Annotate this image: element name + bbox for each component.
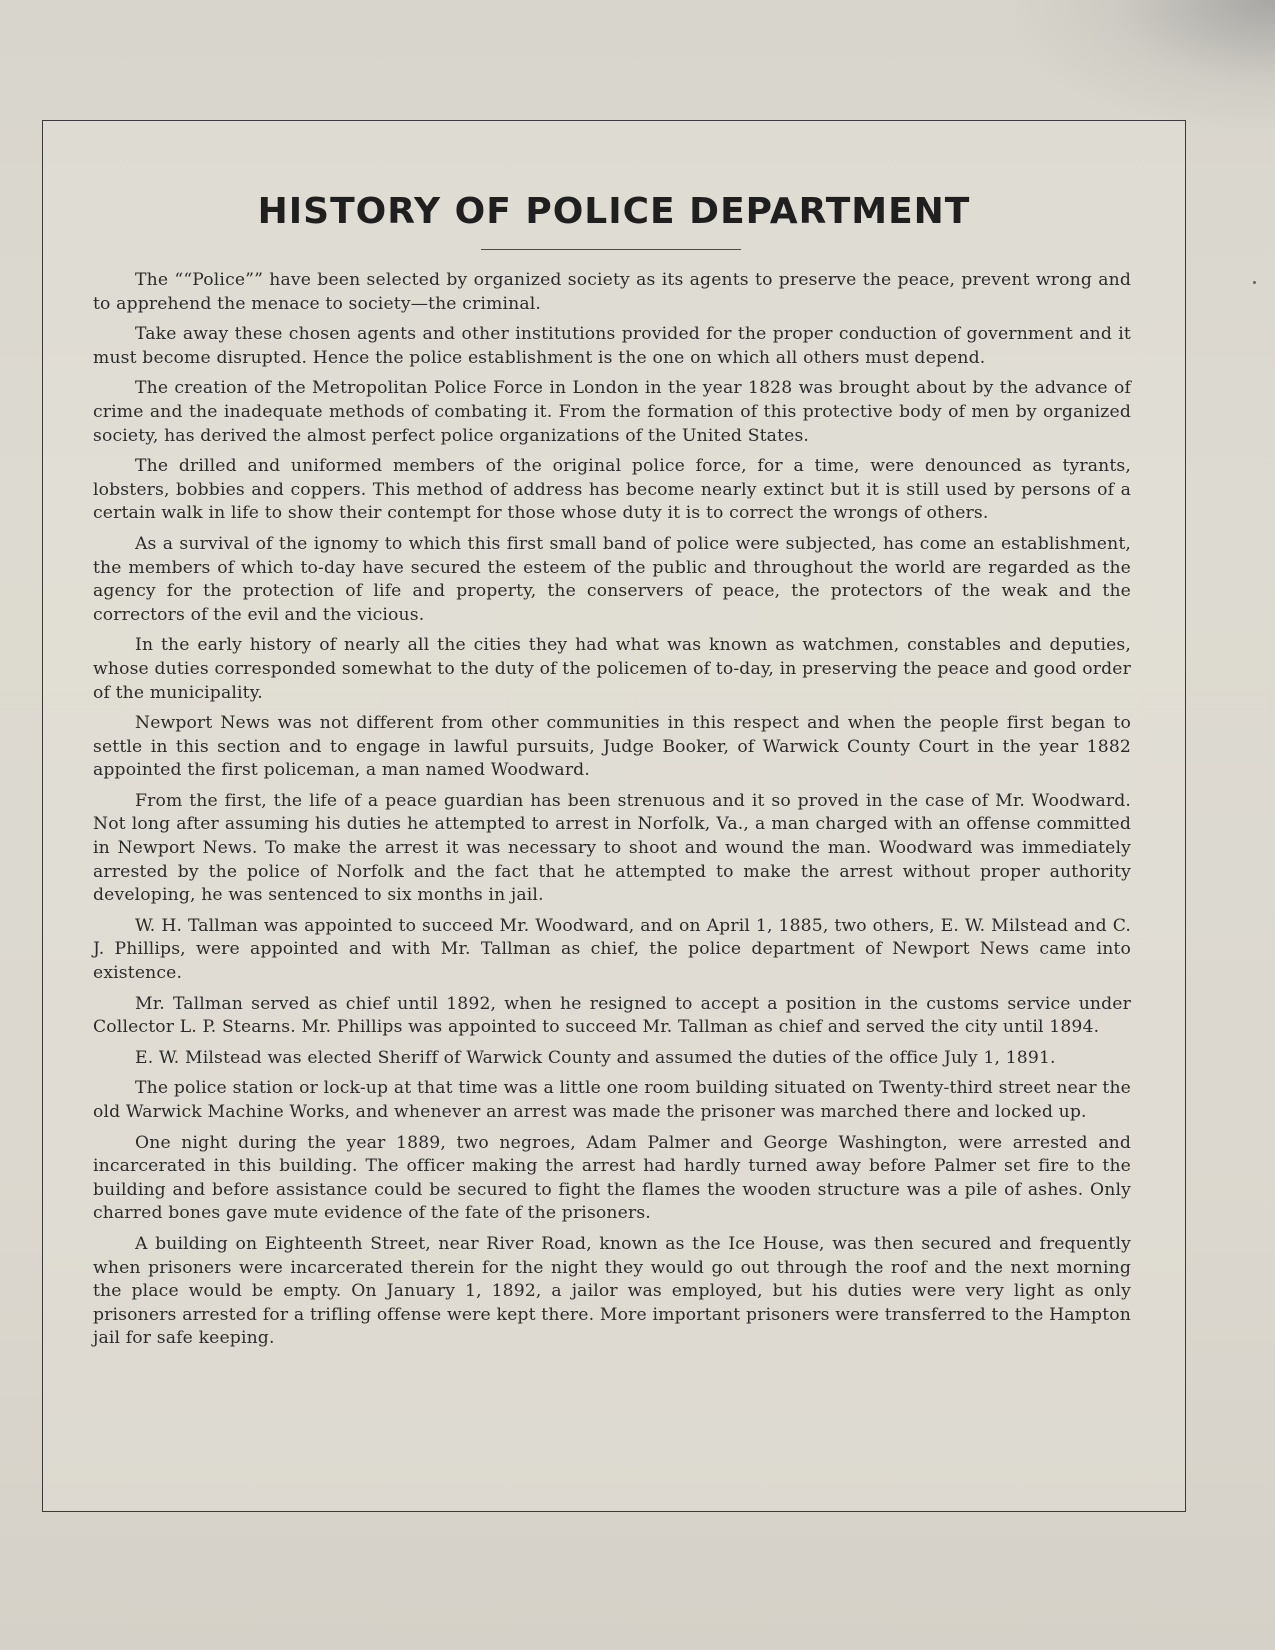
paragraph: One night during the year 1889, two negroes, Adam Palmer and George Washington, were arrested and incarcerated in this building. The officer making the arrest had hardly turned away before Palmer set fire to the building and before assistance could be secured to fight the flames the wooden structure was a pile of ashes. Only charred bones gave mute evidence of the fate of the prisoners.	[93, 1132, 1131, 1224]
paper-speck	[1253, 281, 1256, 284]
paragraph: As a survival of the ignomy to which this first small band of police were subjected, has come an establishment, the members of which to-day have secured the esteem of the public and throughout the world are regarded as the agency for the protection of life and property, the conservers of peace, the protectors of the weak and the correctors of the evil and the vicious.	[93, 533, 1131, 625]
paragraph: From the first, the life of a peace guardian has been strenuous and it so proved in the case of Mr. Woodward. Not long after assuming his duties he attempted to arrest in Norfolk, Va., a man charged with an offense committed in Newport News. To make the arrest it was necessary to shoot and wound the man. Woodward was immediately arrested by the police of Norfolk and the fact that he attempted to make the arrest without proper authority developing, he was sentenced to six months in jail.	[93, 790, 1131, 906]
page-title: HISTORY OF POLICE DEPARTMENT	[257, 191, 971, 232]
document-body	[93, 269, 1131, 1358]
document-frame	[42, 120, 1186, 1512]
paragraph: In the early history of nearly all the cities they had what was known as watchmen, constables and deputies, whose duties corresponded somewhat to the duty of the policemen of to-day, in preserving the peace and good order of the municipality.	[93, 635, 1131, 703]
page-shadow	[1015, 0, 1275, 130]
paragraph: Take away these chosen agents and other institutions provided for the proper conduction of government and it must become disrupted. Hence the police establishment is the one on which all others must depend.	[93, 324, 1131, 368]
paragraph: Mr. Tallman served as chief until 1892, when he resigned to accept a position in the customs service under Collector L. P. Stearns. Mr. Phillips was appointed to succeed Mr. Tallman as chief and served the city until 1894.	[93, 993, 1131, 1038]
paragraph: The police station or lock-up at that time was a little one room building situated on Twenty-third street near the old Warwick Machine Works, and whenever an arrest was made the prisoner was marched there and locked up.	[93, 1078, 1131, 1122]
paragraph: The ““Police”” have been selected by organized society as its agents to preserve the peace, prevent wrong and to apprehend the menace to society—the criminal.	[93, 270, 1131, 314]
paragraph: Newport News was not different from other communities in this respect and when the people first began to settle in this section and to engage in lawful pursuits, Judge Booker, of Warwick County Court in the year 1882 appointed the first policeman, a man named Woodward.	[93, 713, 1131, 781]
paragraph: E. W. Milstead was elected Sheriff of Warwick County and assumed the duties of the office July 1, 1891.	[135, 1047, 1056, 1068]
paragraph: W. H. Tallman was appointed to succeed Mr. Woodward, and on April 1, 1885, two others, E. W. Milstead and C. J. Phillips, were appointed and with Mr. Tallman as chief, the police department of Newport News came into existence.	[93, 915, 1131, 984]
paragraph: The drilled and uniformed members of the original police force, for a time, were denounced as tyrants, lobsters, bobbies and coppers. This method of address has become nearly extinct but it is still used by persons of a certain walk in life to show their contempt for those whose duty it is to correct the wrongs of others.	[93, 456, 1131, 524]
title-underline	[481, 249, 741, 250]
paragraph: The creation of the Metropolitan Police Force in London in the year 1828 was brought about by the advance of crime and the inadequate methods of combating it. From the formation of this protective body of men by organized society, has derived the almost perfect police organizations of the United States.	[93, 378, 1131, 446]
paragraph: A building on Eighteenth Street, near River Road, known as the Ice House, was then secured and frequently when prisoners were incarcerated therein for the night they would go out through the roof and the next morning the place would be empty. On January 1, 1892, a jailor was employed, but his duties were very light as only prisoners arrested for a trifling offense were kept there. More important prisoners were transferred to the Hampton jail for safe keeping.	[93, 1233, 1131, 1349]
